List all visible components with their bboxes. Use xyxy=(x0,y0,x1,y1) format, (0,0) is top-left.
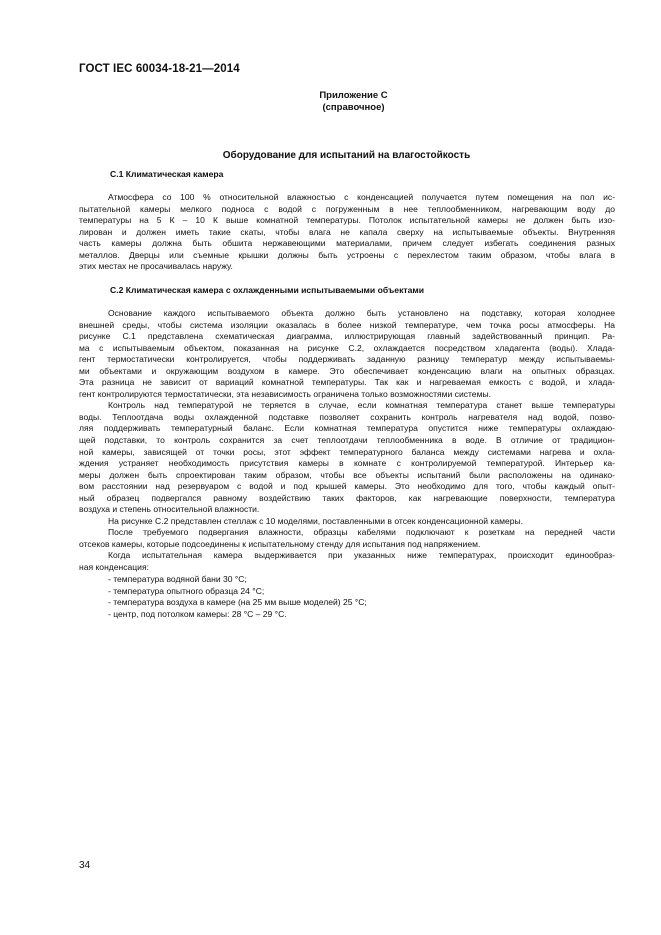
text-line: гент термостатически контролируется, чтобы поддерживать заданную разницу температур между испытываемы- xyxy=(79,354,615,365)
annex-note: (справочное) xyxy=(322,102,385,113)
section-heading-c1: С.1 Климатическая камера xyxy=(110,169,224,179)
text-line: воды. Теплоотдача воды охлажденной подставке позволяет сохранить контроль нагревателя над водой, позво- xyxy=(79,411,615,422)
text-line: металлов. Дверцы или съемные крышки должны быть устроены с перехлестом таким образом, чтобы влага в xyxy=(79,249,615,260)
page-title: Оборудование для испытаний на влагостойкость xyxy=(222,150,471,161)
text-line: Основание каждого испытываемого объекта должно быть установлено на подставку, которая холоднее xyxy=(108,308,615,318)
text-line: температуры на 5 К – 10 К выше комнатной температуры. Потолок испытательной камеры не должен быть изо- xyxy=(79,215,615,226)
page-number: 34 xyxy=(79,860,91,871)
list-item: - температура воздуха в камере (на 25 мм выше моделей) 25 °С; xyxy=(108,597,367,608)
text-line: Атмосфера со 100 % относительной влажностью с конденсацией получается путем помещения на пол ис- xyxy=(108,192,615,202)
annex-header xyxy=(0,90,661,114)
text-line: щей подставки, то контроль сохранится за счет теплоотдачи теплообменника в воде. В отличие от традицион- xyxy=(79,435,615,446)
annex-title: Приложение С xyxy=(319,90,388,101)
conditions-list xyxy=(108,574,367,620)
text-line: пытательной камеры мелкого подноса с водой с погруженным в нее теплообменником, нагревающим воду до xyxy=(79,203,615,214)
list-item: - температура опытного образца 24 °С; xyxy=(108,585,265,596)
text-line: ной камеры, зависящей от точки росы, этот эффект температурного баланса между системами нагрева и охла- xyxy=(79,446,615,457)
section-heading-c2: С.2 Климатическая камера с охлажденными испытываемыми объектами xyxy=(110,285,425,295)
text-line: ма с испытываемым объектом, показанная на рисунке С.2, охлаждается посредством хладагента (воды). Хлада- xyxy=(79,342,615,353)
text-line: отсеков камеры, которые подсоединены к испытательному стенду для испытания под напряжением. xyxy=(79,538,481,549)
list-item: - температура водяной бани 30 °С; xyxy=(108,574,247,584)
text-line: меры должен быть спроектирован таким образом, чтобы все объекты испытаний были расположены на одинако- xyxy=(79,469,615,480)
text-line: часть камеры должна быть обшита нержавеющими материалами, причем следует избегать соединения разных xyxy=(79,238,615,249)
section-c1-body xyxy=(79,192,615,273)
text-line: внешней среды, чтобы система изоляции оказалась в более низкой температуре, чем точка росы атмосферы. На xyxy=(79,319,615,330)
list-item: - центр, под потолком камеры: 28 °С – 29 °С. xyxy=(108,608,287,619)
text-line: Когда испытательная камера выдерживается при указанных ниже температурах, происходит единообраз- xyxy=(108,550,615,561)
text-line: ми объектами и окружающим воздухом в камере. Это обеспечивает конденсацию влаги на опытных образцах. xyxy=(79,365,615,376)
text-line: Контроль над температурой не теряется в случае, если комнатная температура станет выше температуры xyxy=(108,400,615,411)
text-line: На рисунке С.2 представлен стеллаж с 10 моделями, поставленными в отсек конденсационной камеры. xyxy=(108,515,524,526)
text-line: ждения устраняет необходимость присутствия камеры в комнате с контролируемой температурой. Интерьер ка- xyxy=(79,458,615,469)
text-line: рисунке С.1 представлена схематическая диаграмма, иллюстрирующая главный задействованный принцип. Ра- xyxy=(79,331,615,342)
text-line: Эта разница не зависит от вариаций комнатной температуры. Так как и нагреваемая емкость с водой, и хлада- xyxy=(79,377,615,388)
section-c2-body xyxy=(79,308,615,574)
text-line: вом расстоянии над резервуаром с водой и под крышей камеры. Это необходимо для того, чтобы каждый опыт- xyxy=(79,481,615,492)
text-line: воздуха и степень относительной влажности. xyxy=(79,504,260,515)
text-line: После требуемого подвергания влажности, образцы кабелями подключают к розеткам на передней части xyxy=(108,527,615,538)
text-line: ляя поддерживать температурный баланс. Если комнатная температура опустится ниже температуры охлаждаю- xyxy=(79,423,615,434)
text-line: ная конденсация: xyxy=(79,562,149,573)
standard-designation: ГОСТ IEC 60034-18-21—2014 xyxy=(79,63,240,75)
text-line: гент контролируются термостатически, эта независимость ограничена только возможностями системы. xyxy=(79,388,491,399)
text-line: лирован и должен иметь такие скаты, чтобы влага не капала сверху на испытываемые объекты. Внутренняя xyxy=(79,226,615,237)
text-line: этих местах не просачивалась наружу. xyxy=(79,261,233,272)
text-line: ный образец подвергался равному воздействию таких факторов, как нагревающие поверхности, температура xyxy=(79,492,615,503)
